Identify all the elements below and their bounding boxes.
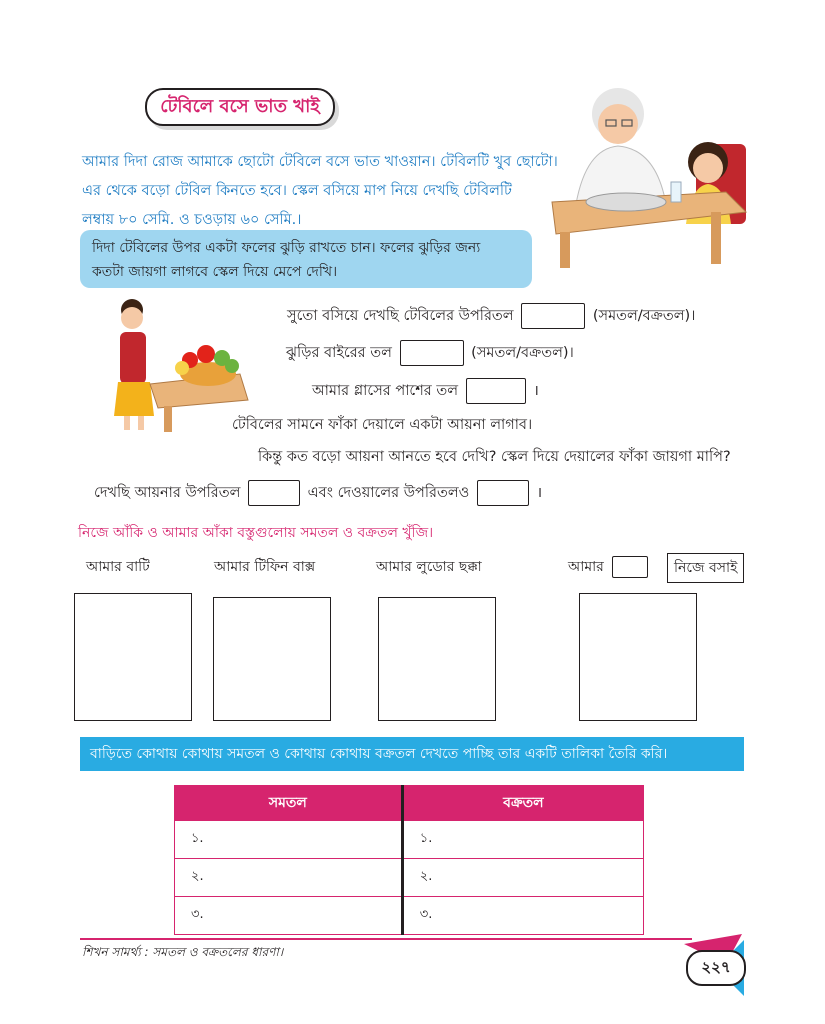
learning-outcome: শিখন সামর্থ্য : সমতল ও বক্রতলের ধারণা। — [82, 945, 284, 959]
label-mine: আমার — [568, 555, 651, 579]
table-row — [175, 821, 644, 859]
mirror-question: কিন্তু কত বড়ো আয়না আনতে হবে দেখি? স্কেল দিয়ে দেয়ালের ফাঁকা জায়গা মাপি? — [258, 449, 731, 465]
question-basket: ঝুড়ির বাইরের তল (সমতল/বক্রতল)। — [286, 340, 574, 366]
intro-paragraph: আমার দিদা রোজ আমাকে ছোটো টেবিলে বসে ভাত খাওয়ান। টেবিলটি খুব ছোটো। এর থেকে বড়ো টেবিল কিনতে হবে। স্কেল বসিয়ে মাপ নিয়ে দেখছি টেবিলটি লম্বায় ৮০ সেমি. ও চওড়ায় ৬০ সেমি.। — [82, 154, 558, 228]
answer-blank-glass[interactable] — [466, 378, 526, 404]
girl-fruit-basket-illustration — [110, 296, 250, 434]
list-banner: বাড়িতে কোথায় কোথায় সমতল ও কোথায় কোথায় বক্রতল দেখতে পাচ্ছি তার একটি তালিকা তৈরি করি। — [80, 737, 744, 771]
surface-table — [174, 785, 644, 935]
column-header-flat: সমতল — [175, 785, 403, 821]
answer-blank-wall[interactable] — [477, 480, 529, 506]
table-cell[interactable]: ১. — [175, 821, 403, 859]
page-number: ২২৭ — [686, 950, 746, 986]
table-cell[interactable]: ২. — [402, 859, 643, 897]
answer-blank-basket[interactable] — [400, 340, 464, 366]
answer-blank-mirror[interactable] — [248, 480, 300, 506]
table-cell[interactable]: ১. — [402, 821, 643, 859]
label-dice: আমার লুডোর ছক্কা — [376, 559, 482, 575]
footer-divider — [80, 938, 692, 940]
table-row — [175, 859, 644, 897]
answer-blank-object[interactable] — [612, 556, 648, 578]
drawing-heading: নিজে আঁকি ও আমার আঁকা বস্তুগুলোয় সমতল ও বক্রতল খুঁজি। — [78, 525, 434, 541]
question-mirror-wall: দেখছি আয়নার উপরিতল এবং দেওয়ালের উপরিতলও । — [94, 480, 542, 506]
drawing-box-mine[interactable] — [579, 593, 697, 721]
table-row — [175, 897, 644, 935]
label-bowl: আমার বাটি — [86, 559, 150, 575]
question-glass: আমার গ্লাসের পাশের তল । — [312, 378, 539, 404]
column-header-curved: বক্রতল — [402, 785, 643, 821]
callout-box: দিদা টেবিলের উপর একটা ফলের ঝুড়ি রাখতে চান। ফলের ঝুড়ির জন্য কতটা জায়গা লাগবে স্কেল দিয়ে মেপে দেখি। — [80, 230, 532, 288]
answer-blank-tabletop[interactable] — [521, 303, 585, 329]
lesson-title: টেবিলে বসে ভাত খাই — [145, 88, 335, 126]
drawing-box-bowl[interactable] — [74, 593, 192, 721]
drawing-box-tiffin[interactable] — [213, 597, 331, 721]
table-cell[interactable]: ২. — [175, 859, 403, 897]
label-tiffin: আমার টিফিন বাক্স — [214, 559, 316, 575]
table-cell[interactable]: ৩. — [402, 897, 643, 935]
question-tabletop: সুতো বসিয়ে দেখছি টেবিলের উপরিতল (সমতল/বক্রতল)। — [287, 303, 695, 329]
table-cell[interactable]: ৩. — [175, 897, 403, 935]
self-choose-label: নিজে বসাই — [667, 553, 744, 583]
mirror-statement: টেবিলের সামনে ফাঁকা দেয়ালে একটা আয়না লাগাব। — [232, 417, 533, 433]
drawing-box-dice[interactable] — [378, 597, 496, 721]
